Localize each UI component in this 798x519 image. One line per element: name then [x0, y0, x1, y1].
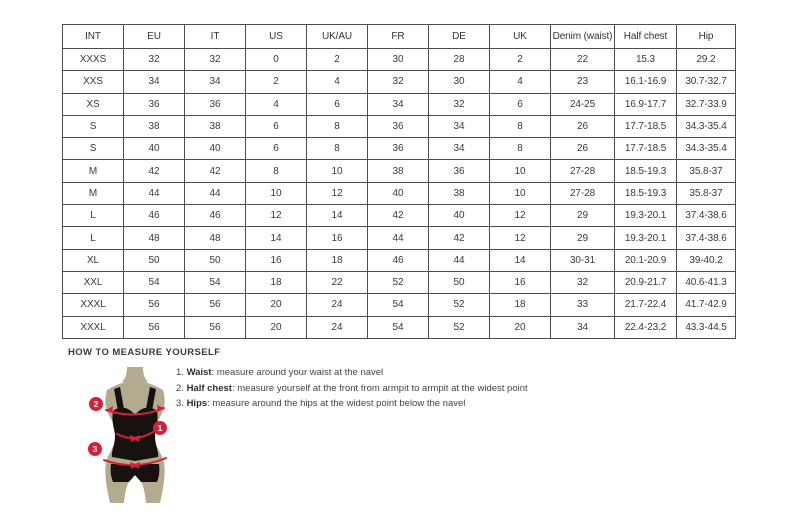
size-value-cell: 24: [307, 316, 368, 338]
size-value-cell: 54: [368, 294, 429, 316]
size-value-cell: 16.1-16.9: [615, 71, 677, 93]
column-header: Hip: [677, 25, 736, 49]
size-value-cell: 4: [246, 93, 307, 115]
size-value-cell: 6: [246, 115, 307, 137]
size-value-cell: 32: [124, 49, 185, 71]
measure-step: [176, 399, 528, 409]
table-row: [63, 316, 736, 338]
size-value-cell: 16.9-17.7: [615, 93, 677, 115]
size-value-cell: 43.3-44.5: [677, 316, 736, 338]
size-value-cell: 42: [185, 160, 246, 182]
size-value-cell: 38: [429, 182, 490, 204]
size-value-cell: 14: [246, 227, 307, 249]
size-value-cell: 32: [185, 49, 246, 71]
size-value-cell: 48: [124, 227, 185, 249]
size-value-cell: 56: [124, 294, 185, 316]
size-value-cell: 36: [124, 93, 185, 115]
measure-step: [176, 384, 528, 394]
size-value-cell: 54: [185, 271, 246, 293]
size-value-cell: 29.2: [677, 49, 736, 71]
size-value-cell: 30: [368, 49, 429, 71]
column-header: Denim (waist): [551, 25, 615, 49]
measure-step: [176, 368, 528, 378]
column-header: INT: [63, 25, 124, 49]
size-value-cell: 38: [185, 115, 246, 137]
table-body: [63, 49, 736, 339]
size-label-cell: XXL: [63, 271, 124, 293]
size-value-cell: 18.5-19.3: [615, 160, 677, 182]
size-label-cell: XS: [63, 93, 124, 115]
size-value-cell: 40: [185, 138, 246, 160]
measure-heading: HOW TO MEASURE YOURSELF: [68, 347, 221, 358]
size-value-cell: 42: [429, 227, 490, 249]
size-value-cell: 44: [368, 227, 429, 249]
size-value-cell: 20.1-20.9: [615, 249, 677, 271]
size-value-cell: 33: [551, 294, 615, 316]
size-value-cell: 34: [429, 138, 490, 160]
size-value-cell: 21.7-22.4: [615, 294, 677, 316]
size-value-cell: 26: [551, 115, 615, 137]
size-value-cell: 39-40.2: [677, 249, 736, 271]
size-value-cell: 50: [124, 249, 185, 271]
size-value-cell: 6: [490, 93, 551, 115]
size-value-cell: 18.5-19.3: [615, 182, 677, 204]
size-value-cell: 15.3: [615, 49, 677, 71]
step-label: Half chest: [186, 382, 232, 394]
column-header: FR: [368, 25, 429, 49]
size-label-cell: S: [63, 138, 124, 160]
size-value-cell: 42: [124, 160, 185, 182]
size-value-cell: 42: [368, 205, 429, 227]
size-label-cell: L: [63, 205, 124, 227]
size-value-cell: 56: [124, 316, 185, 338]
table-row: [63, 115, 736, 137]
table-row: [63, 249, 736, 271]
size-value-cell: 44: [124, 182, 185, 204]
size-value-cell: 35.8-37: [677, 160, 736, 182]
size-value-cell: 52: [368, 271, 429, 293]
step-label: Waist: [186, 367, 212, 378]
size-value-cell: 12: [246, 205, 307, 227]
size-value-cell: 17.7-18.5: [615, 138, 677, 160]
size-value-cell: 48: [185, 227, 246, 249]
size-value-cell: 40: [429, 205, 490, 227]
size-value-cell: 12: [490, 205, 551, 227]
size-value-cell: 56: [185, 294, 246, 316]
size-value-cell: 50: [185, 249, 246, 271]
size-chart-table: [62, 24, 736, 339]
size-value-cell: 2: [246, 71, 307, 93]
size-value-cell: 4: [307, 71, 368, 93]
size-value-cell: 30.7-32.7: [677, 71, 736, 93]
table-row: [63, 49, 736, 71]
size-value-cell: 30-31: [551, 249, 615, 271]
size-value-cell: 22: [551, 49, 615, 71]
size-value-cell: 19.3-20.1: [615, 227, 677, 249]
size-value-cell: 0: [246, 49, 307, 71]
size-value-cell: 38: [368, 160, 429, 182]
column-header: US: [246, 25, 307, 49]
size-value-cell: 20: [246, 316, 307, 338]
size-value-cell: 37.4-38.6: [677, 227, 736, 249]
size-value-cell: 27-28: [551, 182, 615, 204]
size-value-cell: 37.4-38.6: [677, 205, 736, 227]
size-value-cell: 14: [490, 249, 551, 271]
size-value-cell: 32: [551, 271, 615, 293]
mannequin-neck: [122, 367, 148, 382]
size-value-cell: 40.6-41.3: [677, 271, 736, 293]
size-value-cell: 18: [307, 249, 368, 271]
size-value-cell: 40: [124, 138, 185, 160]
size-value-cell: 34.3-35.4: [677, 115, 736, 137]
step-text: : measure yourself at the front from armpit to armpit at the widest point: [231, 382, 528, 394]
size-value-cell: 20: [490, 316, 551, 338]
size-value-cell: 52: [429, 294, 490, 316]
column-header: UK/AU: [307, 25, 368, 49]
size-label-cell: M: [63, 160, 124, 182]
size-value-cell: 36: [185, 93, 246, 115]
size-value-cell: 24-25: [551, 93, 615, 115]
size-value-cell: 30: [429, 71, 490, 93]
size-value-cell: 18: [490, 294, 551, 316]
size-value-cell: 29: [551, 227, 615, 249]
table-row: [63, 182, 736, 204]
step-text: : measure around your waist at the navel: [211, 367, 384, 378]
table-row: [63, 294, 736, 316]
size-value-cell: 36: [429, 160, 490, 182]
size-value-cell: 22.4-23.2: [615, 316, 677, 338]
size-value-cell: 28: [429, 49, 490, 71]
step-label: Hips: [186, 398, 208, 409]
chest-marker-badge: 2: [89, 397, 103, 411]
step-number: 3.: [176, 398, 187, 409]
size-value-cell: 34: [185, 71, 246, 93]
size-value-cell: 2: [490, 49, 551, 71]
size-value-cell: 26: [551, 138, 615, 160]
size-value-cell: 54: [368, 316, 429, 338]
step-number: 2.: [176, 382, 187, 394]
hips-marker-badge: 3: [88, 442, 102, 456]
size-label-cell: S: [63, 115, 124, 137]
column-header: IT: [185, 25, 246, 49]
size-label-cell: L: [63, 227, 124, 249]
size-value-cell: 6: [307, 93, 368, 115]
size-value-cell: 8: [307, 115, 368, 137]
size-value-cell: 8: [307, 138, 368, 160]
size-value-cell: 22: [307, 271, 368, 293]
size-value-cell: 29: [551, 205, 615, 227]
size-value-cell: 46: [124, 205, 185, 227]
size-value-cell: 19.3-20.1: [615, 205, 677, 227]
size-value-cell: 46: [368, 249, 429, 271]
size-value-cell: 34.3-35.4: [677, 138, 736, 160]
size-value-cell: 16: [307, 227, 368, 249]
size-value-cell: 36: [368, 115, 429, 137]
size-value-cell: 14: [307, 205, 368, 227]
size-value-cell: 38: [124, 115, 185, 137]
table-row: [63, 271, 736, 293]
size-value-cell: 16: [490, 271, 551, 293]
size-value-cell: 17.7-18.5: [615, 115, 677, 137]
size-value-cell: 44: [429, 249, 490, 271]
size-value-cell: 52: [429, 316, 490, 338]
size-value-cell: 16: [246, 249, 307, 271]
size-value-cell: 34: [368, 93, 429, 115]
size-label-cell: XXXS: [63, 49, 124, 71]
size-value-cell: 20.9-21.7: [615, 271, 677, 293]
waist-marker-badge: 1: [153, 421, 167, 435]
column-header: Half chest: [615, 25, 677, 49]
table-row: [63, 205, 736, 227]
size-value-cell: 10: [246, 182, 307, 204]
size-value-cell: 10: [307, 160, 368, 182]
size-value-cell: 20: [246, 294, 307, 316]
size-label-cell: M: [63, 182, 124, 204]
table-row: [63, 71, 736, 93]
step-number: 1.: [176, 367, 187, 378]
table-row: [63, 160, 736, 182]
size-value-cell: 34: [551, 316, 615, 338]
size-value-cell: 35.8-37: [677, 182, 736, 204]
size-value-cell: 10: [490, 182, 551, 204]
measure-steps: [176, 368, 528, 415]
column-header: DE: [429, 25, 490, 49]
size-value-cell: 34: [429, 115, 490, 137]
size-label-cell: XXXL: [63, 294, 124, 316]
table-row: [63, 93, 736, 115]
size-value-cell: 12: [307, 182, 368, 204]
table-row: [63, 227, 736, 249]
size-value-cell: 44: [185, 182, 246, 204]
size-value-cell: 50: [429, 271, 490, 293]
size-value-cell: 10: [490, 160, 551, 182]
size-label-cell: XL: [63, 249, 124, 271]
size-value-cell: 54: [124, 271, 185, 293]
size-value-cell: 2: [307, 49, 368, 71]
size-value-cell: 4: [490, 71, 551, 93]
size-value-cell: 32: [368, 71, 429, 93]
size-value-cell: 34: [124, 71, 185, 93]
size-value-cell: 27-28: [551, 160, 615, 182]
size-value-cell: 8: [490, 138, 551, 160]
size-value-cell: 12: [490, 227, 551, 249]
size-label-cell: XXXL: [63, 316, 124, 338]
step-text: : measure around the hips at the widest point below the navel: [207, 398, 466, 409]
column-header: EU: [124, 25, 185, 49]
table-header-row: [63, 25, 736, 49]
size-value-cell: 24: [307, 294, 368, 316]
size-value-cell: 23: [551, 71, 615, 93]
table-row: [63, 138, 736, 160]
size-value-cell: 6: [246, 138, 307, 160]
size-label-cell: XXS: [63, 71, 124, 93]
column-header: UK: [490, 25, 551, 49]
size-value-cell: 40: [368, 182, 429, 204]
size-value-cell: 36: [368, 138, 429, 160]
size-value-cell: 46: [185, 205, 246, 227]
size-value-cell: 8: [246, 160, 307, 182]
size-value-cell: 18: [246, 271, 307, 293]
size-value-cell: 8: [490, 115, 551, 137]
size-value-cell: 41.7-42.9: [677, 294, 736, 316]
size-value-cell: 56: [185, 316, 246, 338]
size-value-cell: 32: [429, 93, 490, 115]
size-value-cell: 32.7-33.9: [677, 93, 736, 115]
